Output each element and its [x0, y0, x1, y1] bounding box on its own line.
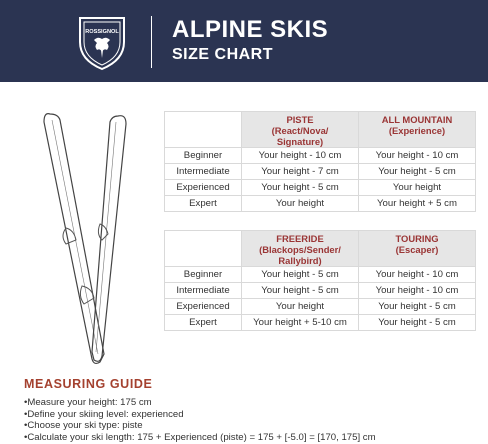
- table-cell: Your height - 10 cm: [359, 148, 476, 164]
- list-item: •Calculate your ski length: 175 + Experienced (piste) = 175 + [-5.0] = [170, 175] cm: [24, 431, 376, 443]
- table-row: [165, 148, 476, 164]
- level-label: Experienced: [165, 180, 242, 196]
- list-item: •Define your skiing level: experienced: [24, 408, 184, 420]
- measuring-guide-title: MEASURING GUIDE: [24, 377, 153, 391]
- table-cell: Your height: [242, 196, 359, 212]
- table-cell: Your height - 7 cm: [242, 164, 359, 180]
- level-label: Expert: [165, 196, 242, 212]
- skis-illustration: [30, 104, 140, 366]
- header-cell-empty: [165, 112, 242, 148]
- table-header-row: [165, 112, 476, 148]
- header-cell-freeride: FREERIDE (Blackops/Sender/ Rallybird): [242, 231, 359, 267]
- table-row: [165, 299, 476, 315]
- level-label: Intermediate: [165, 283, 242, 299]
- level-label: Intermediate: [165, 164, 242, 180]
- header-cell-all-mountain: ALL MOUNTAIN (Experience): [359, 112, 476, 148]
- list-item: •Choose your ski type: piste: [24, 420, 143, 432]
- table-row: [165, 196, 476, 212]
- page-title: ALPINE SKIS: [172, 16, 329, 43]
- level-label: Experienced: [165, 299, 242, 315]
- table-cell: Your height - 5 cm: [242, 267, 359, 283]
- table-row: [165, 267, 476, 283]
- table-cell: Your height - 10 cm: [359, 283, 476, 299]
- list-item: •Measure your height: 175 cm: [24, 397, 152, 408]
- measuring-guide-steps: [24, 397, 376, 443]
- page-subtitle: SIZE CHART: [172, 46, 273, 63]
- level-label: Beginner: [165, 148, 242, 164]
- rossignol-logo-icon: [74, 12, 130, 72]
- table-row: [165, 283, 476, 299]
- table-cell: Your height + 5-10 cm: [242, 315, 359, 331]
- header-cell-piste: PISTE (React/Nova/ Signature): [242, 112, 359, 148]
- table-cell: Your height - 5 cm: [359, 164, 476, 180]
- table-row: [165, 164, 476, 180]
- logo-text: ROSSIGNOL: [85, 29, 119, 35]
- header-cell-empty: [165, 231, 242, 267]
- table-cell: Your height - 5 cm: [359, 299, 476, 315]
- table-cell: Your height - 5 cm: [242, 180, 359, 196]
- table-header-row: [165, 231, 476, 267]
- header-divider: [151, 16, 152, 68]
- table-cell: Your height: [359, 180, 476, 196]
- table-cell: Your height: [242, 299, 359, 315]
- size-table-freeride-touring: [164, 230, 476, 331]
- table-cell: Your height + 5 cm: [359, 196, 476, 212]
- level-label: Expert: [165, 315, 242, 331]
- table-cell: Your height - 10 cm: [359, 267, 476, 283]
- header-cell-touring: TOURING (Escaper): [359, 231, 476, 267]
- table-cell: Your height - 10 cm: [242, 148, 359, 164]
- level-label: Beginner: [165, 267, 242, 283]
- table-row: [165, 180, 476, 196]
- table-row: [165, 315, 476, 331]
- header-band: [0, 0, 488, 82]
- table-cell: Your height - 5 cm: [242, 283, 359, 299]
- table-cell: Your height - 5 cm: [359, 315, 476, 331]
- size-table-piste-all-mountain: [164, 111, 476, 212]
